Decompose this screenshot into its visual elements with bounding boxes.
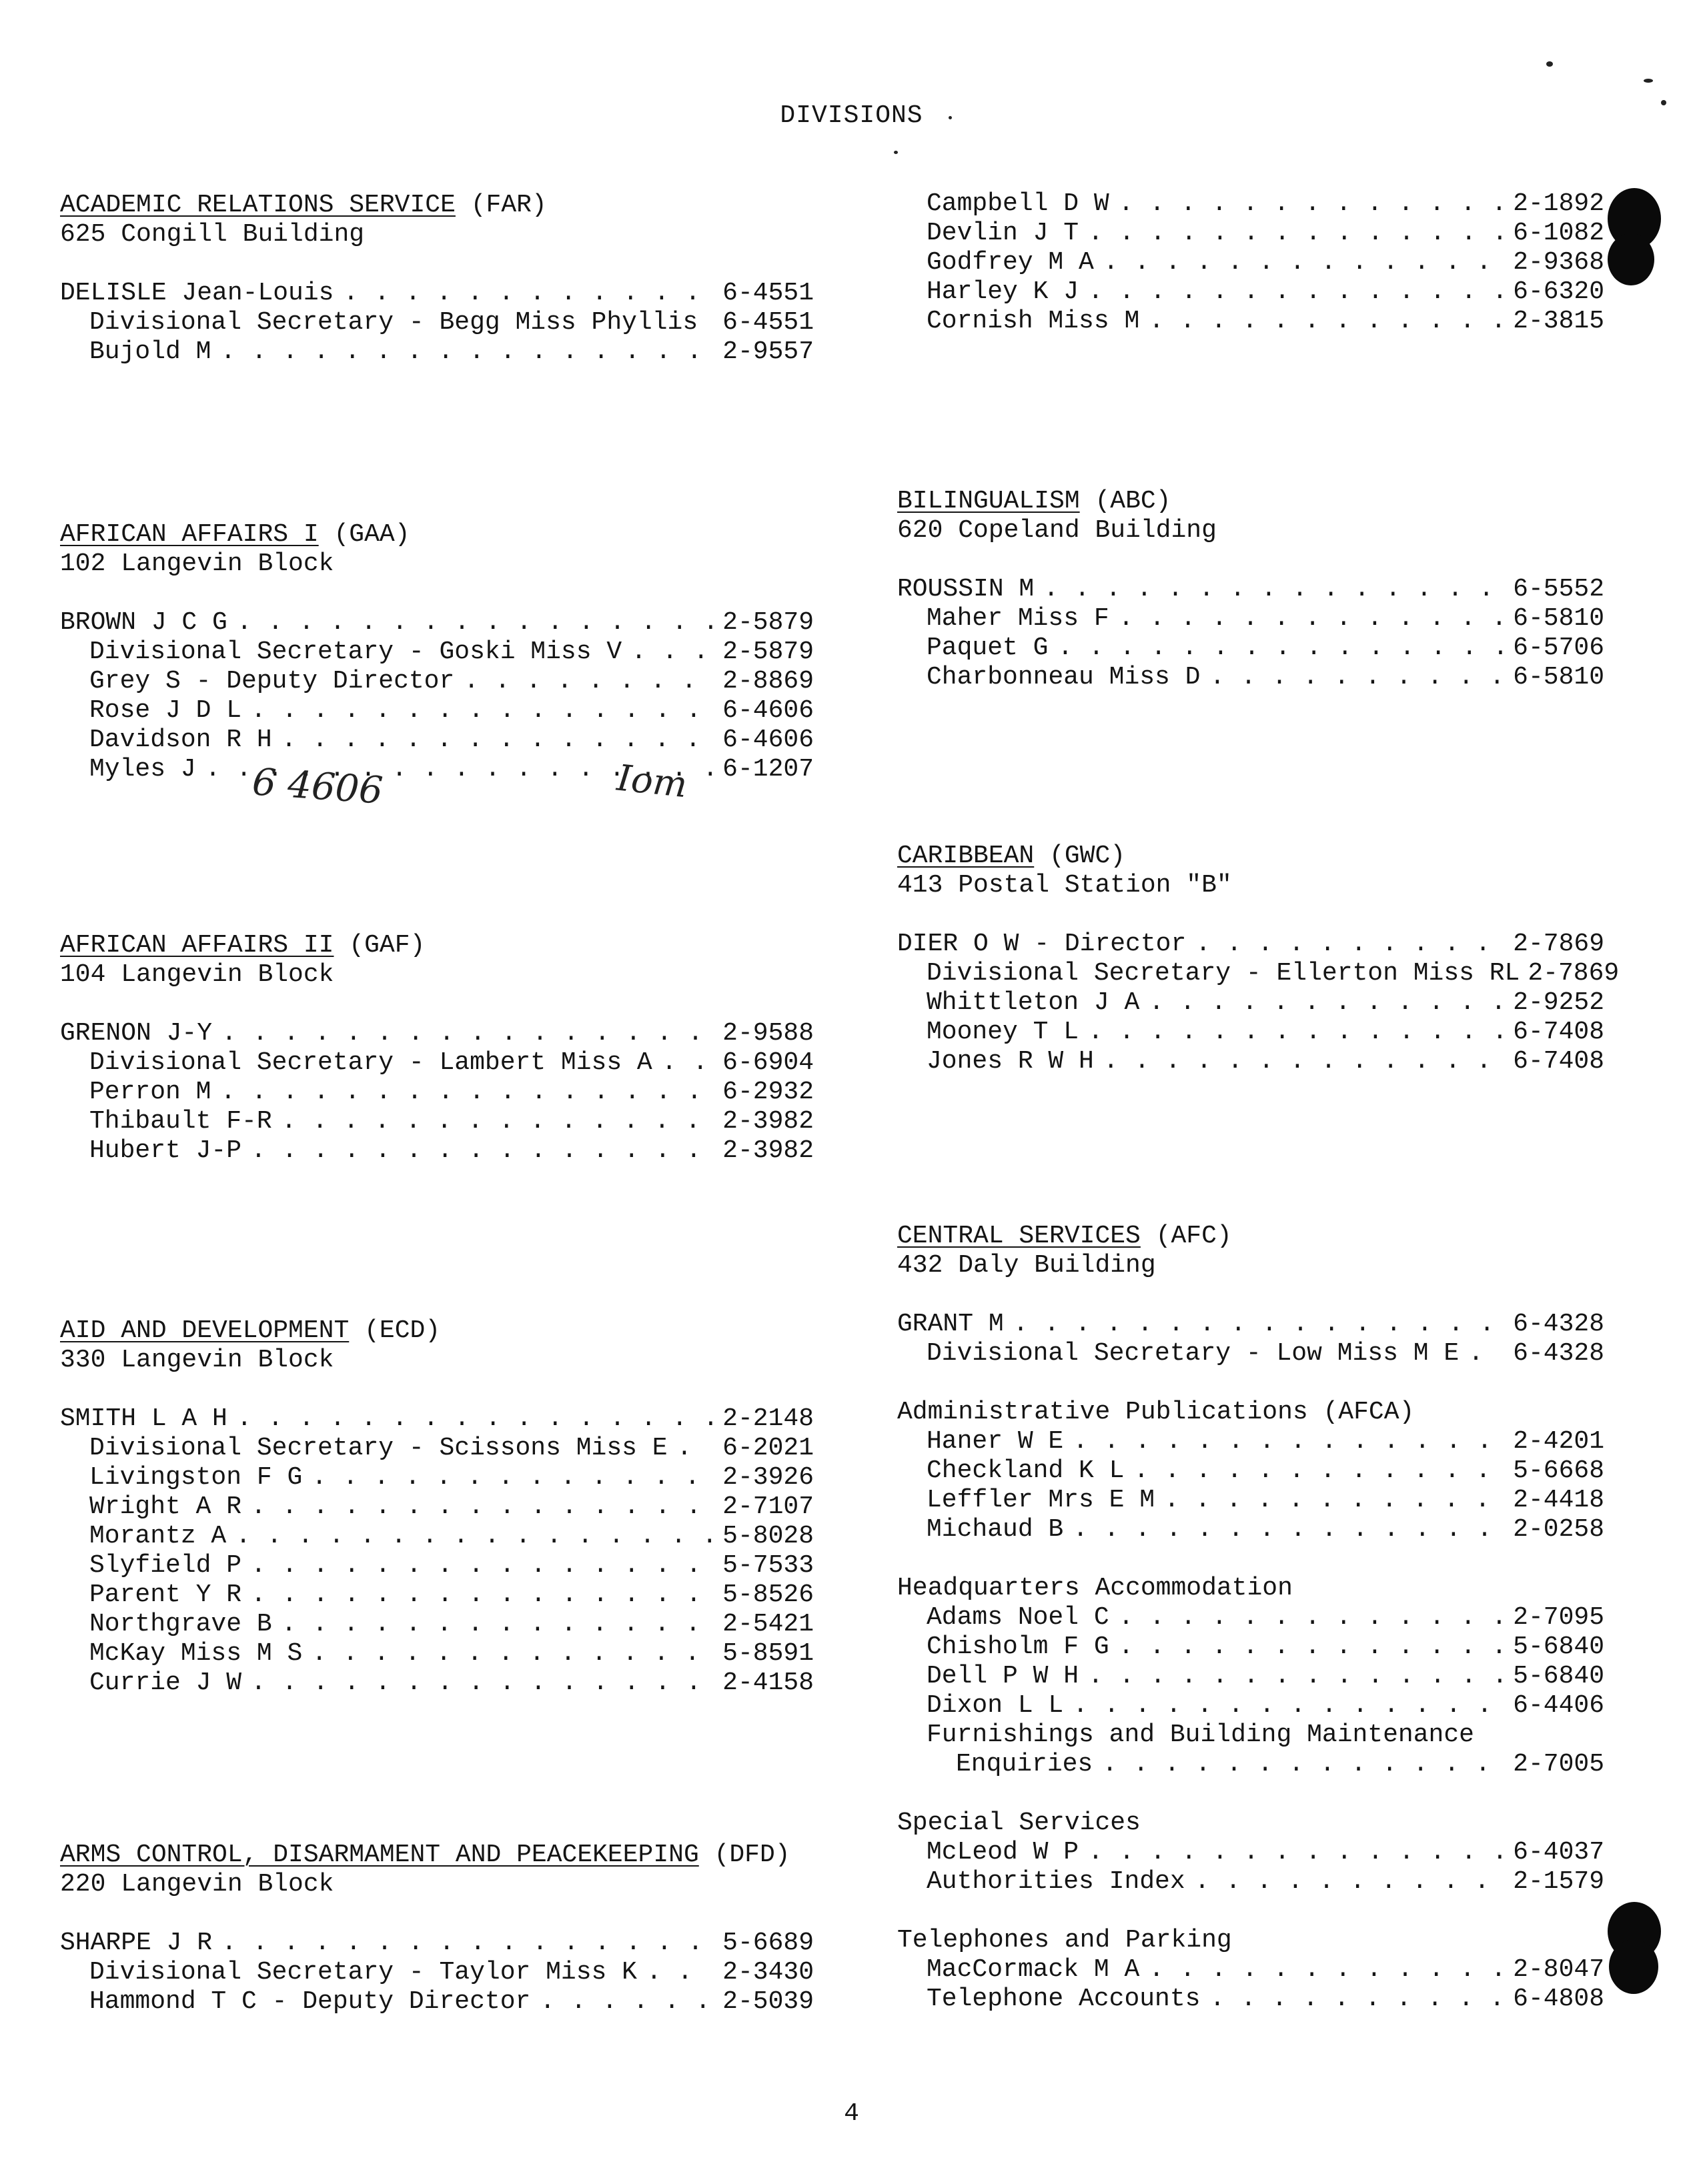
entry-name: Divisional Secretary - Lambert Miss A (89, 1048, 652, 1077)
page-number: 4 (844, 2099, 859, 2128)
handwritten-note-number: 6 4606 (251, 760, 385, 813)
entry-name: DELISLE Jean-Louis (60, 279, 334, 307)
entry-name: Rose J D L (89, 696, 242, 725)
section-code: (FAR) (470, 191, 547, 219)
entry-phone: 5-6840 (1513, 1662, 1604, 1691)
directory-row (60, 667, 814, 696)
directory-row (897, 1691, 1604, 1721)
directory-row (897, 634, 1604, 663)
entry-phone: 6-5706 (1513, 634, 1604, 662)
entry-name: Authorities Index (927, 1867, 1185, 1896)
entry-name: Northgrave B (89, 1610, 272, 1639)
leader-dots (1088, 1018, 1504, 1047)
entry-name: Charbonneau Miss D (927, 663, 1201, 692)
directory-row (60, 1434, 814, 1463)
directory-row (60, 1019, 814, 1048)
section-central-services (897, 1222, 1604, 2014)
section-location: 625 Congill Building (60, 220, 365, 249)
entry-name: Parent Y R (89, 1580, 242, 1609)
leader-dots (1102, 1750, 1504, 1779)
leader-dots (1073, 1427, 1504, 1456)
section-name: CENTRAL SERVICES (897, 1222, 1141, 1250)
section-arms-control (60, 1841, 814, 2017)
section-caribbean (897, 842, 1620, 1076)
entry-phone: 2-7869 (1528, 959, 1620, 988)
entry-name: Leffler Mrs E M (927, 1486, 1155, 1514)
entry-name: Cornish Miss M (927, 307, 1140, 335)
directory-row (897, 307, 1604, 336)
entry-name: ROUSSIN M (897, 575, 1035, 604)
entry-name: Adams Noel C (927, 1603, 1109, 1632)
scan-speck (1546, 61, 1553, 67)
directory-row (897, 930, 1604, 959)
directory-row (897, 604, 1604, 634)
leader-dots (1073, 1515, 1504, 1544)
entry-phone: 2-7095 (1513, 1603, 1604, 1632)
directory-row (60, 1580, 814, 1610)
entry-phone: 5-6840 (1513, 1632, 1604, 1661)
directory-row (897, 1985, 1604, 2014)
leader-dots (1149, 307, 1504, 336)
entry-phone: 2-4158 (722, 1669, 814, 1697)
scan-speck (1661, 100, 1666, 105)
leader-dots (646, 1958, 713, 1987)
leader-dots (251, 1669, 713, 1698)
entry-name: McKay Miss M S (89, 1639, 303, 1668)
entry-name: Davidson R H (89, 726, 272, 754)
entry-phone: 2-4201 (1513, 1427, 1604, 1456)
directory-row (897, 663, 1604, 692)
leader-dots (1149, 1955, 1504, 1985)
leader-dots (464, 667, 713, 696)
entry-name: Paquet G (927, 634, 1049, 662)
directory-row (60, 337, 814, 367)
section-location: 220 Langevin Block (60, 1870, 334, 1899)
entry-phone: 6-4037 (1513, 1838, 1604, 1867)
leader-dots (1057, 634, 1504, 663)
entry-name: Dell P W H (927, 1662, 1079, 1691)
entry-phone: 2-4418 (1513, 1486, 1604, 1514)
entry-phone: 2-9588 (722, 1019, 814, 1048)
subsection-heading: Headquarters Accommodation (897, 1574, 1293, 1602)
leader-dots (1088, 1662, 1504, 1691)
directory-row (897, 1750, 1604, 1779)
directory-row (897, 1339, 1604, 1368)
directory-row (60, 696, 814, 726)
entry-name: Enquiries (956, 1750, 1093, 1779)
entry-phone: 6-4606 (722, 696, 814, 725)
entry-name: SHARPE J R (60, 1929, 213, 1957)
directory-row (60, 1136, 814, 1166)
entry-name: SMITH L A H (60, 1404, 227, 1433)
leader-dots (1209, 663, 1504, 692)
leader-dots (237, 608, 713, 638)
entry-phone: 6-7408 (1513, 1047, 1604, 1076)
leader-dots (1119, 604, 1504, 634)
leader-dots (1088, 1838, 1504, 1867)
furnishings-label: Furnishings and Building Maintenance (927, 1721, 1474, 1749)
directory-row (60, 1048, 814, 1078)
directory-row (60, 1463, 814, 1492)
entry-name: Bujold M (89, 337, 211, 366)
entry-name: Harley K J (927, 277, 1079, 306)
entry-phone: 2-7869 (1513, 930, 1604, 958)
directory-row (60, 1639, 814, 1669)
section-location: 620 Copeland Building (897, 516, 1217, 545)
entry-phone: 5-6668 (1513, 1456, 1604, 1485)
directory-row (60, 308, 814, 337)
entry-name: Divisional Secretary - Ellerton Miss RL (927, 959, 1520, 988)
section-code: (ABC) (1095, 487, 1171, 515)
directory-row (897, 1662, 1604, 1691)
section-code: (GAF) (349, 931, 426, 960)
entry-name: Currie J W (89, 1669, 242, 1697)
subsection-heading: Administrative Publications (AFCA) (897, 1398, 1415, 1426)
entry-phone: 6-4808 (1513, 1985, 1604, 2013)
entry-phone: 2-8869 (722, 667, 814, 696)
entry-name: BROWN J C G (60, 608, 227, 637)
leader-dots (1195, 930, 1504, 959)
entry-phone: 2-3926 (722, 1463, 814, 1492)
directory-row (60, 608, 814, 638)
entry-phone: 2-9368 (1513, 248, 1604, 277)
entry-phone: 2-9252 (1513, 988, 1604, 1017)
entry-name: GRENON J-Y (60, 1019, 213, 1048)
punch-hole-bottom-lower (1609, 1939, 1658, 1994)
entry-phone: 2-9557 (722, 337, 814, 366)
entry-name: Divisional Secretary - Scissons Miss E (89, 1434, 668, 1462)
directory-row (60, 726, 814, 755)
directory-row (897, 1603, 1604, 1632)
directory-row (897, 219, 1604, 248)
section-name: AID AND DEVELOPMENT (60, 1316, 350, 1345)
entry-name: Thibault F-R (89, 1107, 272, 1136)
section-name: ARMS CONTROL, DISARMAMENT AND PEACEKEEPING (60, 1841, 699, 1869)
directory-row (897, 1018, 1604, 1047)
entry-name: Divisional Secretary - Goski Miss V (89, 638, 622, 666)
entry-phone: 2-3982 (722, 1136, 814, 1165)
directory-row (897, 575, 1604, 604)
leader-dots (221, 1929, 713, 1958)
leader-dots (1088, 219, 1504, 248)
entry-phone: 6-5810 (1513, 604, 1604, 633)
entry-name: Divisional Secretary - Taylor Miss K (89, 1958, 637, 1987)
directory-row (60, 755, 814, 784)
entry-name: Whittleton J A (927, 988, 1140, 1017)
section-location: 432 Daly Building (897, 1251, 1156, 1280)
leader-dots (1119, 189, 1504, 219)
entry-name: Jones R W H (927, 1047, 1094, 1076)
handwritten-note-initials: Iom (615, 756, 690, 806)
entry-phone: 6-4328 (1513, 1339, 1604, 1368)
scan-speck (1644, 79, 1653, 83)
leader-dots (1043, 575, 1504, 604)
entry-name: Wright A R (89, 1492, 242, 1521)
leader-dots (1013, 1310, 1504, 1339)
entry-name: Hammond T C - Deputy Director (89, 1987, 531, 2016)
leader-dots (540, 1987, 713, 2017)
leader-dots (343, 279, 713, 308)
section-name: CARIBBEAN (897, 842, 1035, 870)
leader-dots (1164, 1486, 1504, 1515)
entry-name: Slyfield P (89, 1551, 242, 1580)
entry-phone: 6-4551 (722, 308, 814, 337)
scan-speck (949, 116, 952, 119)
leader-dots (220, 1078, 713, 1107)
entry-phone: 2-8047 (1513, 1955, 1604, 1984)
entry-phone: 5-8028 (722, 1522, 814, 1550)
section-code: (AFC) (1155, 1222, 1232, 1250)
directory-row (897, 1047, 1604, 1076)
entry-phone: 2-7107 (722, 1492, 814, 1521)
directory-row (60, 1929, 814, 1958)
entry-name: Checkland K L (927, 1456, 1125, 1485)
punch-hole-top-lower (1608, 233, 1654, 285)
entry-phone: 2-7005 (1513, 1750, 1604, 1779)
entry-name: Livingston F G (89, 1463, 303, 1492)
leader-dots (281, 1610, 714, 1639)
leader-dots (251, 1492, 713, 1522)
entry-phone: 6-7408 (1513, 1018, 1604, 1046)
entry-phone: 2-3430 (722, 1958, 814, 1987)
entry-name: Mooney T L (927, 1018, 1079, 1046)
leader-dots (1088, 277, 1504, 307)
directory-row (60, 279, 814, 308)
entry-name: Haner W E (927, 1427, 1064, 1456)
directory-row (897, 1427, 1604, 1456)
leader-dots (235, 1522, 713, 1551)
directory-row (897, 1838, 1604, 1867)
leader-dots (1103, 248, 1504, 277)
section-location: 330 Langevin Block (60, 1346, 334, 1374)
leader-dots (707, 308, 713, 337)
section-name: AFRICAN AFFAIRS II (60, 931, 334, 960)
section-location: 413 Postal Station "B" (897, 871, 1232, 900)
directory-row (897, 1955, 1604, 1985)
leader-dots (662, 1048, 713, 1078)
leader-dots (1209, 1985, 1504, 2014)
entry-phone: 2-1579 (1513, 1867, 1604, 1896)
directory-row (60, 1610, 814, 1639)
directory-row (897, 1456, 1604, 1486)
entry-phone: 6-2021 (722, 1434, 814, 1462)
leader-dots (281, 726, 714, 755)
entry-phone: 2-1892 (1513, 189, 1604, 218)
directory-row (60, 1551, 814, 1580)
section-african-affairs-ii (60, 931, 814, 1166)
directory-row (60, 1492, 814, 1522)
section-location: 102 Langevin Block (60, 550, 334, 578)
section-bilingualism (897, 487, 1604, 692)
section-academic-relations-continued (897, 189, 1604, 336)
leader-dots (251, 1136, 713, 1166)
entry-phone: 6-4406 (1513, 1691, 1604, 1720)
entry-phone: 6-5552 (1513, 575, 1604, 604)
entry-name: Divisional Secretary - Low Miss M E (927, 1339, 1460, 1368)
entry-name: Grey S - Deputy Director (89, 667, 455, 696)
entry-phone: 2-5879 (722, 638, 814, 666)
leader-dots (251, 1551, 713, 1580)
entry-name: GRANT M (897, 1310, 1004, 1338)
entry-phone: 6-6320 (1513, 277, 1604, 306)
section-name: BILINGUALISM (897, 487, 1080, 515)
entry-phone: 6-1082 (1513, 219, 1604, 247)
entry-phone: 6-2932 (722, 1078, 814, 1106)
directory-row (897, 988, 1604, 1018)
leader-dots (1468, 1339, 1504, 1368)
entry-name: Divisional Secretary - Begg Miss Phyllis (89, 308, 698, 337)
leader-dots (1103, 1047, 1504, 1076)
entry-name: Hubert J-P (89, 1136, 242, 1165)
page-title: DIVISIONS (780, 101, 923, 130)
section-aid-and-development (60, 1316, 814, 1698)
directory-row (897, 959, 1620, 988)
directory-row (60, 1987, 814, 2017)
entry-name: McLeod W P (927, 1838, 1079, 1867)
leader-dots (1119, 1603, 1504, 1632)
entry-phone: 6-5810 (1513, 663, 1604, 692)
leader-dots (281, 1107, 714, 1136)
entry-phone: 2-5039 (722, 1987, 814, 2016)
leader-dots (220, 337, 713, 367)
section-academic-relations (60, 191, 814, 367)
directory-row (60, 1958, 814, 1987)
entry-phone: 5-8526 (722, 1580, 814, 1609)
leader-dots (631, 638, 713, 667)
entry-name: Godfrey M A (927, 248, 1094, 277)
directory-row (897, 1310, 1604, 1339)
directory-row (897, 1867, 1604, 1897)
entry-phone: 2-3982 (722, 1107, 814, 1136)
leader-dots (251, 1580, 713, 1610)
entry-phone: 2-0258 (1513, 1515, 1604, 1544)
entry-name: Myles J (89, 755, 196, 784)
entry-name: Telephone Accounts (927, 1985, 1201, 2013)
leader-dots (677, 1434, 714, 1463)
directory-row (60, 1078, 814, 1107)
section-code: (GWC) (1049, 842, 1126, 870)
entry-name: MacCormack M A (927, 1955, 1140, 1984)
directory-row (897, 1515, 1604, 1544)
section-name: ACADEMIC RELATIONS SERVICE (60, 191, 456, 219)
section-code: (ECD) (364, 1316, 441, 1345)
section-code: (GAA) (334, 520, 410, 549)
leader-dots (1195, 1867, 1504, 1897)
leader-dots (1073, 1691, 1504, 1721)
entry-name: Perron M (89, 1078, 211, 1106)
leader-dots (221, 1019, 713, 1048)
entry-phone: 2-5421 (722, 1610, 814, 1639)
section-name: AFRICAN AFFAIRS I (60, 520, 319, 549)
entry-phone: 5-6689 (722, 1929, 814, 1957)
directory-row (897, 1632, 1604, 1662)
leader-dots (1119, 1632, 1504, 1662)
leader-dots (251, 696, 713, 726)
scan-speck (894, 151, 898, 154)
directory-row (897, 1486, 1604, 1515)
directory-row (897, 189, 1604, 219)
leader-dots (312, 1639, 713, 1669)
subsection-heading: Special Services (897, 1809, 1141, 1837)
subsection-heading: Telephones and Parking (897, 1926, 1232, 1955)
directory-row (60, 1522, 814, 1551)
entry-phone: 6-4551 (722, 279, 814, 307)
leader-dots (237, 1404, 713, 1434)
entry-name: Chisholm F G (927, 1632, 1109, 1661)
directory-row (897, 277, 1604, 307)
entry-name: Maher Miss F (927, 604, 1109, 633)
entry-name: Dixon L L (927, 1691, 1064, 1720)
entry-name: Campbell D W (927, 189, 1109, 218)
directory-row (60, 1669, 814, 1698)
entry-name: Michaud B (927, 1515, 1064, 1544)
entry-phone: 2-2148 (722, 1404, 814, 1433)
entry-name: Morantz A (89, 1522, 227, 1550)
entry-phone: 6-4328 (1513, 1310, 1604, 1338)
entry-phone: 6-1207 (722, 755, 814, 784)
entry-name: DIER O W - Director (897, 930, 1187, 958)
leader-dots (1133, 1456, 1504, 1486)
entry-phone: 6-6904 (722, 1048, 814, 1077)
section-code: (DFD) (714, 1841, 790, 1869)
leader-dots (312, 1463, 713, 1492)
directory-row (60, 1107, 814, 1136)
entry-phone: 5-7533 (722, 1551, 814, 1580)
entry-phone: 5-8591 (722, 1639, 814, 1668)
directory-row (60, 638, 814, 667)
directory-row (897, 248, 1604, 277)
entry-phone: 2-5879 (722, 608, 814, 637)
entry-name: Devlin J T (927, 219, 1079, 247)
entry-phone: 2-3815 (1513, 307, 1604, 335)
section-location: 104 Langevin Block (60, 960, 334, 989)
directory-row (60, 1404, 814, 1434)
entry-phone: 6-4606 (722, 726, 814, 754)
section-african-affairs-i (60, 520, 814, 784)
leader-dots (1149, 988, 1504, 1018)
